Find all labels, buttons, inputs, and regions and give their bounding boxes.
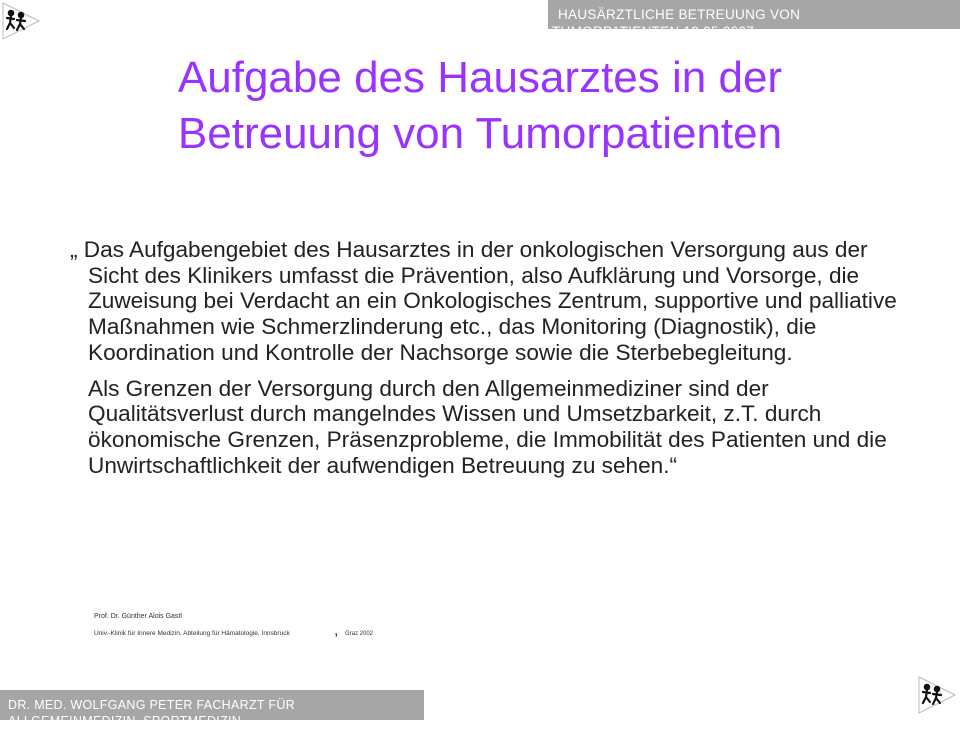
source-separator: ,: [334, 622, 339, 639]
running-figures-logo-icon: [2, 2, 40, 40]
quote-paragraph-1: „ Das Aufgabengebiet des Hausarztes in der onkologischen Versorgung aus der Sicht des Klinikers umfasst die Prävention, also Aufklärung und Vorsorge, die Zuweisung bei Verdacht an ein Onkologisches Zentrum, supportive und palliative Maßnahmen wie Schmerzlinderung etc., das Monitoring (Diagnostik), die Koordination und Kontrolle der Nachsorge sowie die Sterbebegleitung.: [70, 237, 897, 365]
quote-paragraph-2: Als Grenzen der Versorgung durch den Allgemeinmediziner sind der Qualitätsverlust durch mangelndes Wissen und Umsetzbarkeit, z.T. durch ökonomische Grenzen, Präsenzprobleme, die Immobilität des Patienten und die Unwirtschaftlichkeit der aufwendigen Betreuung zu sehen.“: [88, 375, 887, 478]
header-title-line1: HAUSÄRZTLICHE BETREUUNG VON: [558, 7, 801, 22]
footer-text: [8, 697, 418, 729]
footer-line2: ALLGEMEINMEDIZIN, SPORTMEDIZIN: [8, 714, 242, 728]
slide-title-line1: Aufgabe des Hausarztes in der: [177, 53, 783, 102]
slide-title: [60, 50, 900, 162]
quote-block: [70, 237, 910, 478]
running-figures-logo-icon: [918, 676, 956, 714]
header-title: [552, 6, 952, 40]
source-institution: Univ.-Klinik für Innere Medizin, Abteilung für Hämatologie, Innsbruck: [94, 630, 290, 637]
source-author: Prof. Dr. Günther Alois Gastl: [94, 613, 182, 620]
footer-line1: DR. MED. WOLFGANG PETER FACHARZT FÜR: [8, 698, 295, 712]
source-place-year: Graz 2002: [345, 631, 374, 637]
header-title-line2: TUMORPATIENTEN 12.05.2007: [552, 24, 755, 39]
slide-title-line2: Betreuung von Tumorpatienten: [177, 109, 783, 158]
footer-band: [0, 690, 424, 728]
